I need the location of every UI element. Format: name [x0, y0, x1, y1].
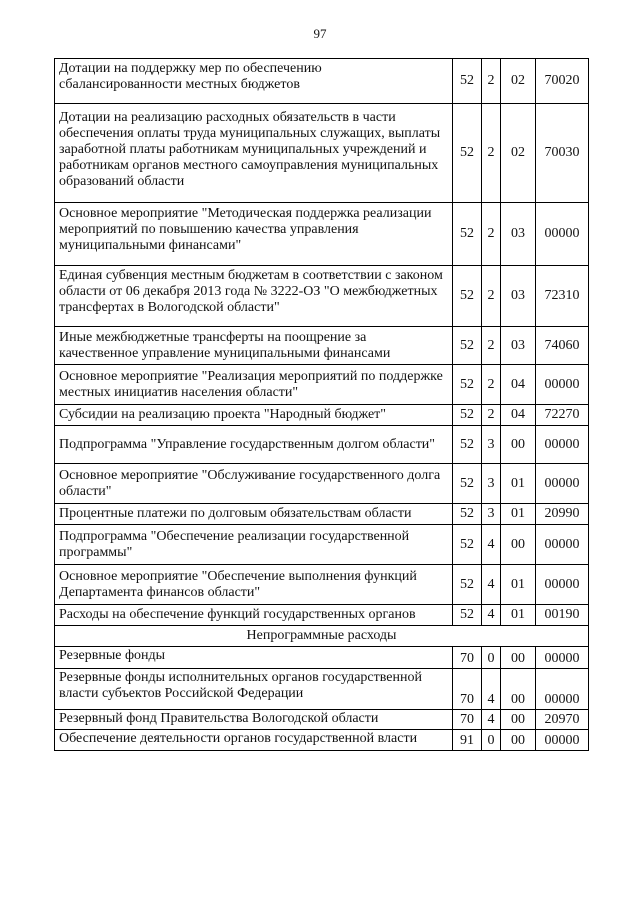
main-event-code: 03	[501, 327, 536, 365]
direction-code: 00000	[536, 647, 589, 669]
program-code: 52	[453, 104, 482, 203]
table-row	[55, 730, 589, 751]
program-code: 52	[453, 327, 482, 365]
table-row	[55, 565, 589, 605]
expense-name: Основное мероприятие "Методическая поддержка реализации мероприятий по повышению качества управления муниципальными финансами"	[55, 203, 453, 266]
program-code: 52	[453, 365, 482, 405]
program-code: 52	[453, 525, 482, 565]
page-number: 97	[313, 26, 327, 41]
subprogram-code: 0	[482, 730, 501, 751]
table-row	[55, 405, 589, 426]
table-row	[55, 504, 589, 525]
expense-name: Подпрограмма "Управление государственным долгом области"	[55, 426, 453, 464]
program-code: 52	[453, 266, 482, 327]
table-row	[55, 605, 589, 626]
main-event-code: 00	[501, 669, 536, 710]
direction-code: 72310	[536, 266, 589, 327]
main-event-code: 03	[501, 203, 536, 266]
subprogram-code: 2	[482, 104, 501, 203]
expense-name: Основное мероприятие "Обслуживание государственного долга области"	[55, 464, 453, 504]
program-code: 70	[453, 669, 482, 710]
subprogram-code: 4	[482, 605, 501, 626]
expense-name: Субсидии на реализацию проекта "Народный бюджет"	[55, 405, 453, 426]
program-code: 52	[453, 59, 482, 104]
direction-code: 74060	[536, 327, 589, 365]
main-event-code: 00	[501, 710, 536, 730]
main-event-code: 02	[501, 104, 536, 203]
table-row	[55, 525, 589, 565]
main-event-code: 00	[501, 525, 536, 565]
table-row	[55, 426, 589, 464]
direction-code: 00000	[536, 464, 589, 504]
direction-code: 20990	[536, 504, 589, 525]
main-event-code: 01	[501, 504, 536, 525]
direction-code: 70030	[536, 104, 589, 203]
subprogram-code: 3	[482, 464, 501, 504]
main-event-code: 01	[501, 464, 536, 504]
program-code: 52	[453, 426, 482, 464]
table-row	[55, 104, 589, 203]
subprogram-code: 4	[482, 710, 501, 730]
main-event-code: 01	[501, 605, 536, 626]
table-row	[55, 464, 589, 504]
expense-name: Обеспечение деятельности органов государственной власти	[55, 730, 453, 751]
subprogram-code: 2	[482, 59, 501, 104]
table-row	[55, 59, 589, 104]
direction-code: 00190	[536, 605, 589, 626]
program-code: 52	[453, 565, 482, 605]
subprogram-code: 2	[482, 203, 501, 266]
expense-name: Резервные фонды	[55, 647, 453, 669]
program-code: 52	[453, 464, 482, 504]
expense-name: Резервный фонд Правительства Вологодской области	[55, 710, 453, 730]
program-code: 52	[453, 605, 482, 626]
main-event-code: 00	[501, 730, 536, 751]
direction-code: 00000	[536, 365, 589, 405]
subprogram-code: 2	[482, 365, 501, 405]
table-row	[55, 266, 589, 327]
subprogram-code: 0	[482, 647, 501, 669]
direction-code: 00000	[536, 565, 589, 605]
expense-name: Единая субвенция местным бюджетам в соответствии с законом области от 06 декабря 2013 года № 3222-ОЗ "О межбюджетных трансфертах в Вологодской области"	[55, 266, 453, 327]
program-code: 70	[453, 710, 482, 730]
subprogram-code: 2	[482, 327, 501, 365]
program-code: 91	[453, 730, 482, 751]
expense-name: Иные межбюджетные трансферты на поощрение за качественное управление муниципальными финансами	[55, 327, 453, 365]
expense-name: Дотации на поддержку мер по обеспечению сбалансированности местных бюджетов	[55, 59, 453, 104]
table-row	[55, 710, 589, 730]
expense-name: Основное мероприятие "Обеспечение выполнения функций Департамента финансов области"	[55, 565, 453, 605]
subprogram-code: 2	[482, 266, 501, 327]
section-heading: Непрограммные расходы	[55, 626, 589, 647]
main-event-code: 00	[501, 647, 536, 669]
program-code: 52	[453, 504, 482, 525]
subprogram-code: 3	[482, 504, 501, 525]
expense-name: Основное мероприятие "Реализация мероприятий по поддержке местных инициатив населения области"	[55, 365, 453, 405]
table-row	[55, 365, 589, 405]
direction-code: 70020	[536, 59, 589, 104]
direction-code: 72270	[536, 405, 589, 426]
subprogram-code: 2	[482, 405, 501, 426]
direction-code: 00000	[536, 203, 589, 266]
expense-name: Процентные платежи по долговым обязательствам области	[55, 504, 453, 525]
subprogram-code: 4	[482, 565, 501, 605]
direction-code: 00000	[536, 669, 589, 710]
subprogram-code: 4	[482, 669, 501, 710]
main-event-code: 04	[501, 365, 536, 405]
section-heading-row	[55, 626, 589, 647]
main-event-code: 02	[501, 59, 536, 104]
main-event-code: 03	[501, 266, 536, 327]
direction-code: 00000	[536, 525, 589, 565]
expense-name: Подпрограмма "Обеспечение реализации государственной программы"	[55, 525, 453, 565]
subprogram-code: 4	[482, 525, 501, 565]
budget-classification-table	[54, 58, 589, 751]
main-event-code: 01	[501, 565, 536, 605]
subprogram-code: 3	[482, 426, 501, 464]
expense-name: Расходы на обеспечение функций государственных органов	[55, 605, 453, 626]
table-row	[55, 647, 589, 669]
program-code: 52	[453, 405, 482, 426]
direction-code: 00000	[536, 426, 589, 464]
program-code: 70	[453, 647, 482, 669]
table-row	[55, 203, 589, 266]
table-row	[55, 669, 589, 710]
expense-name: Резервные фонды исполнительных органов государственной власти субъектов Российской Федерации	[55, 669, 453, 710]
expense-name: Дотации на реализацию расходных обязательств в части обеспечения оплаты труда муниципальных служащих, выплаты заработной платы работникам муниципальных учреждений и работникам органов местного самоуправления муниципальных образований области	[55, 104, 453, 203]
direction-code: 20970	[536, 710, 589, 730]
program-code: 52	[453, 203, 482, 266]
table-row	[55, 327, 589, 365]
main-event-code: 04	[501, 405, 536, 426]
main-event-code: 00	[501, 426, 536, 464]
direction-code: 00000	[536, 730, 589, 751]
